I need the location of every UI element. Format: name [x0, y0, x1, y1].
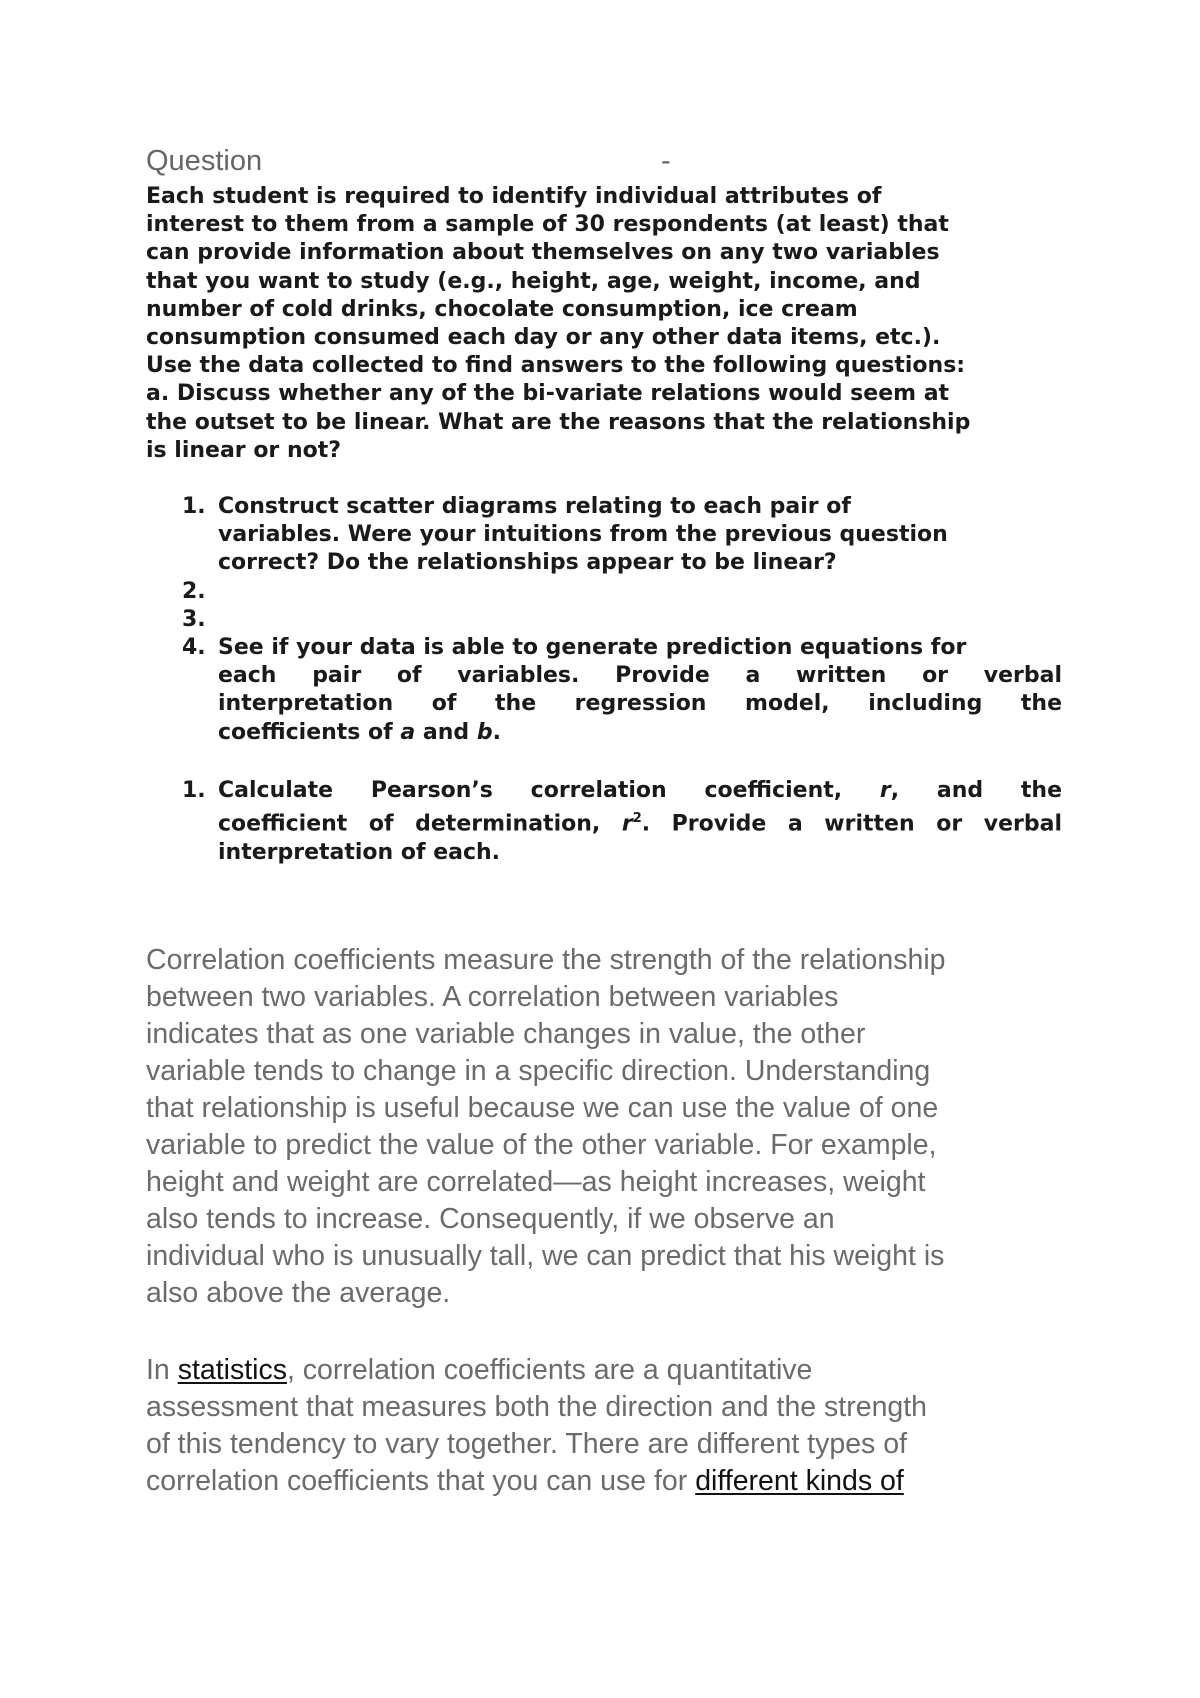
list-item	[146, 606, 1062, 634]
paragraph-correlation	[146, 942, 1072, 1312]
text-run: Calculate Pearson’s correlation coefficient,	[218, 778, 880, 803]
paragraph-line: that relationship is useful because we can use the value of one	[146, 1092, 939, 1124]
paragraph-line: also tends to increase. Consequently, if we observe an	[146, 1203, 835, 1235]
list-number: 1.	[182, 494, 206, 519]
paragraph-line: Correlation coefficients measure the strength of the relationship	[146, 944, 946, 976]
question-heading-row	[146, 145, 1066, 181]
list-line: correct? Do the relationships appear to be linear?	[218, 550, 837, 576]
paragraph-line: between two variables. A correlation between variables	[146, 981, 839, 1013]
list-item	[146, 578, 1062, 606]
intro-line: the outset to be linear. What are the reasons that the relationship	[146, 409, 971, 435]
list-number: 2.	[182, 578, 206, 604]
list-line: Construct scatter diagrams relating to each pair of	[218, 494, 851, 519]
list-number: 3.	[182, 606, 206, 632]
paragraph-line: height and weight are correlated—as height increases, weight	[146, 1166, 926, 1198]
intro-line: consumption consumed each day or any other data items, etc.).	[146, 325, 941, 351]
text-run: In	[146, 1354, 178, 1386]
intro-line: that you want to study (e.g., height, age, weight, income, and	[146, 268, 921, 294]
italic-a: a	[400, 719, 416, 745]
different-kinds-link[interactable]: different kinds of	[695, 1465, 904, 1497]
text-run: , correlation coefficients are a quantitative	[286, 1354, 813, 1386]
italic-r: r	[879, 778, 891, 803]
intro-line: can provide information about themselves on any two variables	[146, 240, 940, 266]
paragraph-line: assessment that measures both the direction and the strength	[146, 1391, 928, 1423]
question-intro	[146, 183, 1062, 465]
list-item	[146, 777, 1062, 867]
text-run: coefficient of determination,	[218, 811, 622, 837]
text-run: . Provide a written or verbal	[641, 811, 1062, 837]
list-line: variables. Were your intuitions from the previous question	[218, 522, 948, 548]
paragraph-line: of this tendency to vary together. There are different types of	[146, 1428, 907, 1460]
superscript: 2	[632, 811, 642, 827]
intro-line: interest to them from a sample of 30 respondents (at least) that	[146, 212, 949, 238]
text-run: , and the	[890, 778, 1062, 803]
heading-dash: -	[661, 145, 671, 177]
list-line: interpretation of the regression model, including the	[218, 691, 1062, 717]
list-line	[218, 805, 1062, 839]
list-line: each pair of variables. Provide a written or verbal	[218, 663, 1062, 689]
list-item	[146, 493, 1062, 578]
list-number: 4.	[182, 634, 206, 660]
list-item	[146, 634, 1062, 747]
paragraph-line: individual who is unusually tall, we can predict that his weight is	[146, 1240, 945, 1272]
question-heading: Question	[146, 145, 263, 177]
list-line	[218, 719, 1062, 747]
text-run: coefficients of	[218, 719, 401, 745]
paragraph-line	[146, 1352, 1072, 1389]
paragraph-line: variable to predict the value of the other variable. For example,	[146, 1129, 937, 1161]
statistics-link[interactable]: statistics	[177, 1354, 287, 1386]
intro-line: Each student is required to identify individual attributes of	[146, 184, 882, 209]
text-run: correlation coefficients that you can use for	[146, 1465, 696, 1497]
list-line: interpretation of each.	[218, 839, 501, 865]
paragraph-line	[146, 1463, 1072, 1500]
intro-line: Use the data collected to find answers to the following questions:	[146, 353, 966, 379]
question-list-a	[146, 493, 1062, 747]
text-run: and	[415, 719, 477, 745]
italic-b: b	[476, 719, 493, 745]
intro-line: a. Discuss whether any of the bi-variate relations would seem at	[146, 381, 950, 407]
text-run: .	[492, 719, 501, 745]
intro-line: number of cold drinks, chocolate consumption, ice cream	[146, 296, 858, 322]
italic-r: r	[621, 811, 633, 837]
intro-line: is linear or not?	[146, 437, 341, 463]
list-line	[218, 777, 1062, 805]
list-number: 1.	[182, 778, 206, 803]
paragraph-statistics	[146, 1352, 1072, 1500]
paragraph-line: indicates that as one variable changes in value, the other	[146, 1018, 866, 1050]
question-list-b	[146, 777, 1062, 867]
list-line: See if your data is able to generate prediction equations for	[218, 634, 967, 660]
paragraph-line: variable tends to change in a specific direction. Understanding	[146, 1055, 931, 1087]
paragraph-line: also above the average.	[146, 1277, 451, 1309]
